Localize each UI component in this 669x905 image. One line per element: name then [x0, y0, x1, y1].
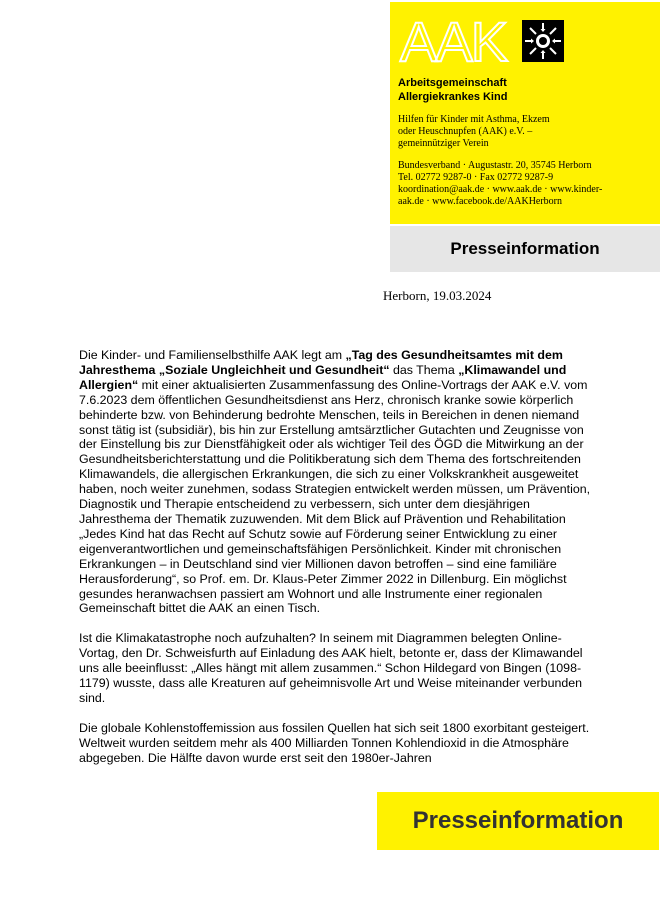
aak-logo: AAK [400, 10, 507, 73]
paragraph-climate: Ist die Klimakatastrophe noch aufzuhalten? In seinem mit Diagrammen belegten Online-Vortag, den Dr. Schweisfurth auf Einladung des AAK hielt, betonte er, dass der Klimawandel uns alle beeinflusst: „Alles hängt mit allem zusammen.“ Schon Hildegard von Bingen (1098-1179) wusste, dass alle Kreaturen auf geheimnisvolle Art und Weise miteinander verbunden sind. [79, 631, 583, 705]
sun-arrows-icon [522, 20, 564, 62]
press-release-body [79, 348, 594, 781]
paragraph-emissions: Die globale Kohlenstoffemission aus fossilen Quellen hat sich seit 1800 exorbitant gesteigert. Weltweit wurden seitdem mehr als 400 Milliarden Tonnen Kohlendioxid in die Atmosphäre abgegeben. Die Hälfte davon wurde erst seit den 1980er-Jahren [79, 720, 590, 765]
organization-name: Arbeitsgemeinschaft Allergiekrankes Kind [398, 77, 508, 103]
organization-contact: Bundesverband · Augustastr. 20, 35745 Herborn Tel. 02772 9287-0 · Fax 02772 9287-9 koordination@aak.de · www.aak.de · www.kinder- aak.de · www.facebook.de/AAKHerborn [398, 160, 603, 207]
organization-description: Hilfen für Kinder mit Asthma, Ekzem oder Heuschnupfen (AAK) e.V. – gemeinnütziger Verein [398, 114, 550, 149]
letterhead-box [390, 2, 660, 224]
paragraph-intro: Die Kinder- und Familienselbsthilfe AAK legt am „Tag des Gesundheitsamtes mit dem Jahresthema „Soziale Ungleichheit und Gesundheit“ das Thema „Klimawandel und Allergien“ mit einer aktualisierten Zusammenfassung des Online-Vortrags der AAK e.V. vom 7.6.2023 dem öffentlichen Gesundheitsdienst ans Herz, chronisch kranke sowie körperlich behinderte bzw. von Behinderung bedrohte Menschen, teils in Bereichen in denen niemand sonst tätig ist (subsidiär), bis hin zur Erstellung amtsärztlicher Gutachten und Zeugnisse von der Einstellung bis zur Dienstfähigkeit oder als wichtiger Teil des ÖGD die Mitwirkung an der Gesundheitsberichterstattung und die Politikberatung sich dem Thema des fortschreitenden Klimawandels, die allergischen Erkrankungen, die sich zu einer Volkskrankheit ausgeweitet haben, noch weiter zunehmen, sodass Strategien entwickelt werden müssen, um Prävention, Diagnostik und Therapie entscheidend zu verbessern, sich unter dem diesjährigen Jahresthema der Thematik zuzuwenden. Mit dem Blick auf Prävention und Rehabilitation „Jedes Kind hat das Recht auf Schutz sowie auf Förderung seiner Entwicklung zu einer eigenverantwortlichen und gemeinschaftsfähigen Persönlichkeit. Kinder mit chronischen Erkrankungen – in Deutschland sind vier Millionen davon betroffen – sind eine familiäre Herausforderung“, so Prof. em. Dr. Klaus-Peter Zimmer 2022 in Dillenburg. Ein möglichst gesundes heranwachsen passiert am Wohnort und alle Instrumente einer regionalen Gemeinschaft bittet die AAK an einen Tisch. [79, 348, 591, 616]
press-info-heading: Presseinformation [390, 226, 660, 272]
date-line: Herborn, 19.03.2024 [383, 288, 492, 303]
press-info-footer: Presseinformation [377, 792, 659, 850]
